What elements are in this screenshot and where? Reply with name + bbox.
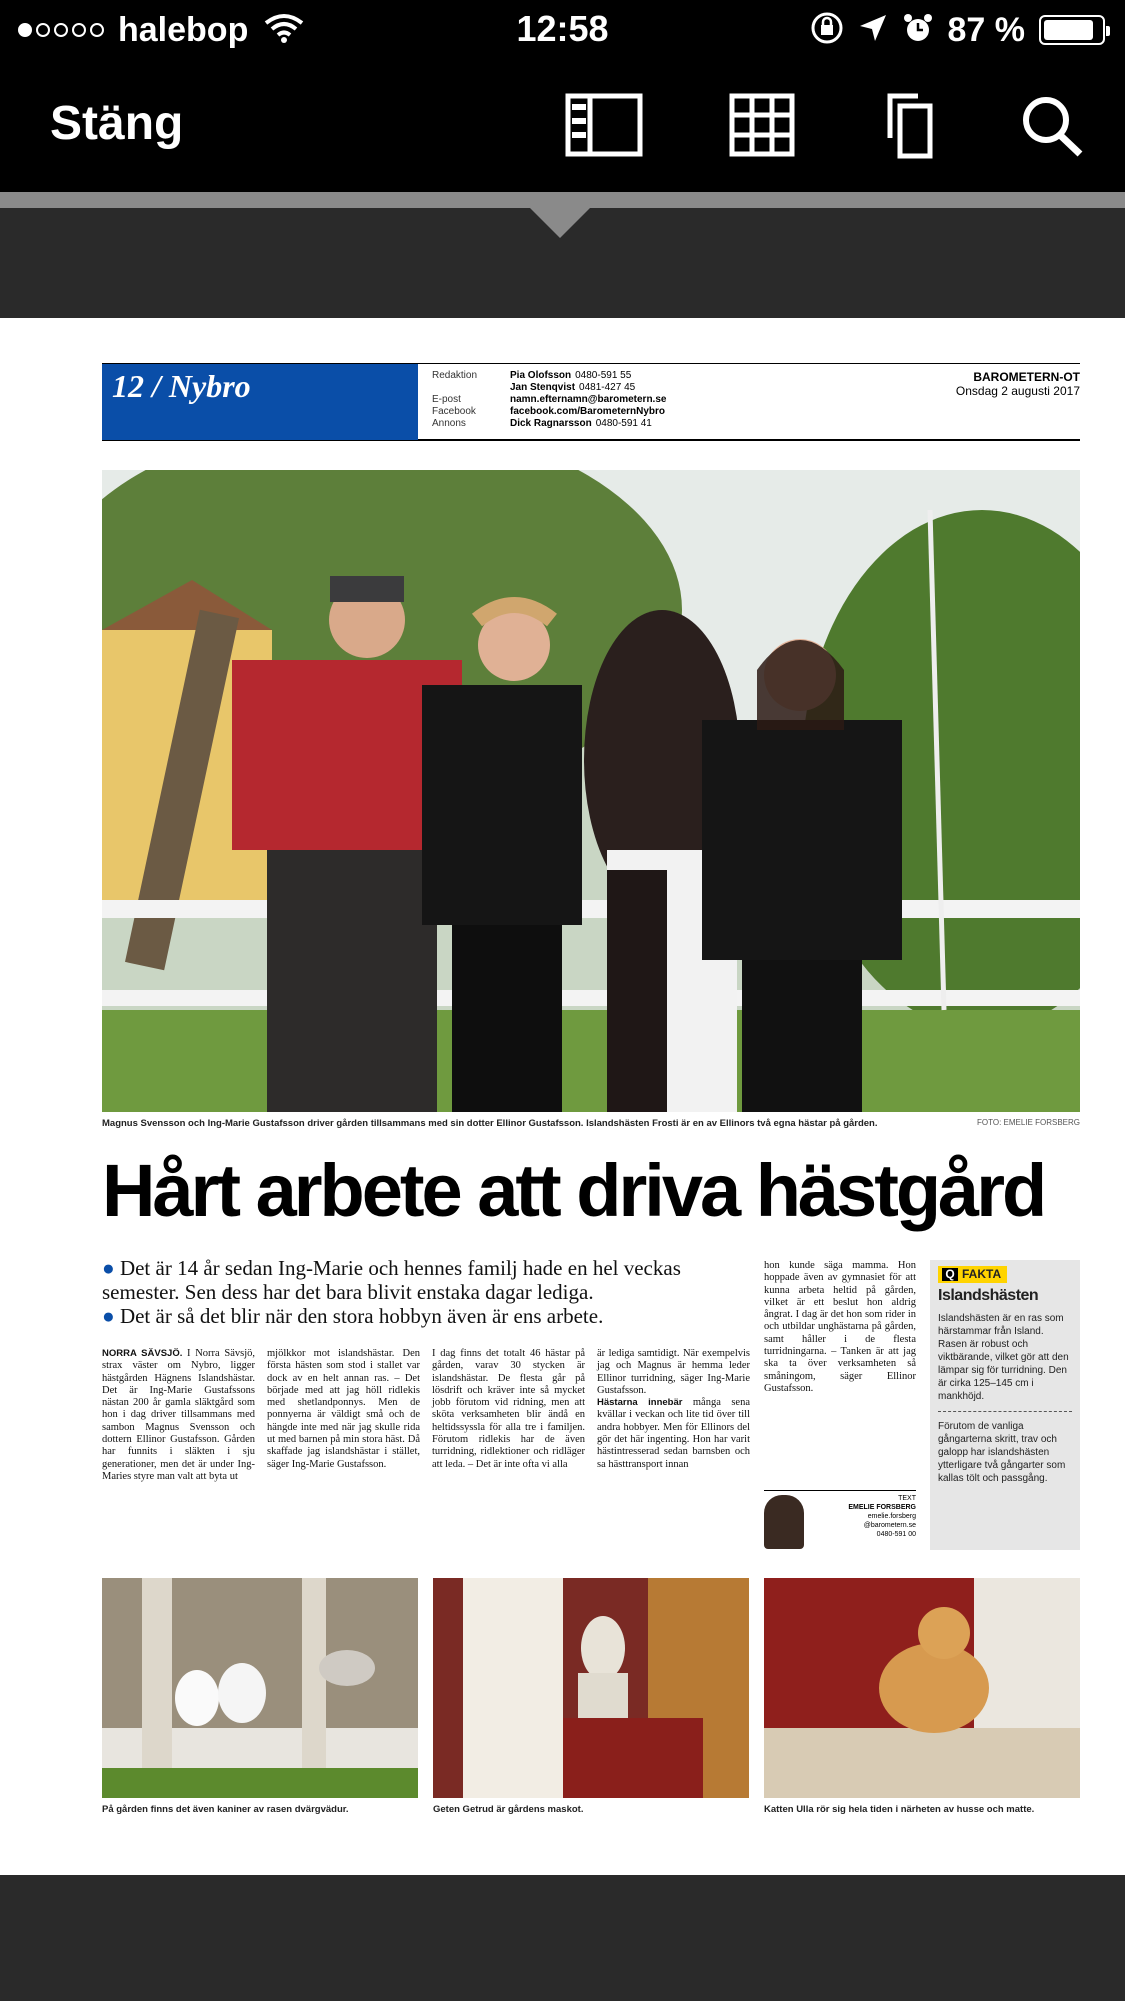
contact-name: Pia Olofsson	[510, 370, 572, 381]
main-photo	[102, 470, 1080, 1112]
masthead	[102, 363, 1080, 441]
battery-icon	[1039, 15, 1105, 45]
contact-label: Annons	[432, 418, 466, 429]
pages-icon[interactable]	[872, 90, 952, 160]
cat-photo	[764, 1578, 1080, 1798]
info-icon: Q	[942, 1268, 958, 1281]
body-column: I dag finns det totalt 46 hästar på gården, varav 30 stycken är islandshästar. De flesta går på lösdrift och kräver inte så mycket jobb förutom vid ridning, men att sköta verksamheten blir ändå en heltidssyssla för alla tre i familjen. Förutom ridlekis har de även turridning, ridlektioner och ridläger att leda. – Det är inte ofta vi alla	[432, 1348, 585, 1470]
photo-caption: Magnus Svensson och Ing-Marie Gustafsson driver gården tillsammans med sin dotter Ellinor Gustafsson. Islandshästen Frosti är en av Ellinors två egna hästar på gården.	[102, 1118, 878, 1129]
status-right	[810, 10, 1106, 50]
fact-divider	[938, 1411, 1072, 1412]
issue-date: Onsdag 2 augusti 2017	[955, 384, 1080, 398]
body-column: hon kunde säga mamma. Hon hoppade även av gymnasiet för att kunna arbeta heltid på gården, vilket är ett beslut hon aldrig ångrat. I dag är det hon som rider in och utbildar unghästarna på gården, samt håller i de flesta turridningarna. – Tanken är att jag ska ta över verksamheten så småningom, säger Ellinor Gustafsson.	[764, 1260, 916, 1394]
fact-text: Förutom de vanliga gångarterna skritt, trav och galopp har islandshästen ytterligare två gångarter som kallas tölt och passgång.	[938, 1421, 1066, 1484]
contact-row	[432, 382, 666, 394]
author-photo	[764, 1495, 804, 1549]
contact-list	[432, 370, 666, 430]
ingress-text: Det är 14 år sedan Ing-Marie och hennes familj hade en hel veckas semester. Sen dess har det bara blivit enstaka dagar lediga.	[102, 1256, 681, 1304]
paper-title: BAROMETERN-OT	[973, 370, 1080, 384]
carrier-name: halebop	[118, 10, 249, 49]
paper-info	[956, 370, 1080, 398]
body-text: många sena kvällar i veckan och lite tid över till andra hobbyer. Men för Ellinors del gör det här ingenting. Hon har varit hästintresserad sedan barnsben och sa hästtransport innan	[597, 1397, 750, 1470]
body-columns	[102, 1348, 752, 1483]
thumb-caption: Geten Getrud är gårdens maskot.	[433, 1804, 584, 1815]
thumb-caption: På gården finns det även kaniner av rasen dvärgvädur.	[102, 1804, 349, 1815]
ingress-point	[102, 1304, 752, 1328]
grid-icon[interactable]	[722, 90, 802, 160]
contact-name: Jan Stenqvist	[510, 382, 576, 393]
body-column: mjölkkor mot islandshästar. Den första hästen som stod i stallet var dock av en helt annan ras. – Det började med att jag höll ridlekis med shetlandponnys. Men de ponnyerna är väldigt små och de hängde inte med när jag skulle rida ut med barnen på min stora häst. Då skaffade jag islandshästar i stället, säger Ing-Marie Gustafsson.	[267, 1348, 420, 1470]
fact-text: Islandshästen är en ras som härstammar från Island. Rasen är robust och viktbärande, vilket gör att den lämpar sig för turridning. Den är cirka 125–145 cm i mankhöjd.	[938, 1313, 1069, 1402]
reader-toolbar	[0, 62, 1125, 192]
author-name: EMELIE FORSBERG	[848, 1504, 916, 1511]
bullet-icon: ●	[102, 1256, 115, 1280]
battery-percent: 87 %	[947, 10, 1025, 49]
body-column	[597, 1348, 750, 1483]
fact-tag-label: FAKTA	[962, 1267, 1002, 1281]
battery-nub	[1106, 26, 1110, 36]
body-column	[102, 1348, 255, 1483]
ingress-text: Det är så det blir när den stora hobbyn även är ens arbete.	[119, 1304, 604, 1328]
location-icon	[858, 13, 888, 48]
author-byline	[764, 1490, 916, 1550]
fact-box	[930, 1260, 1080, 1550]
contact-phone: 0480-591 41	[595, 418, 652, 429]
contact-row	[432, 406, 666, 418]
thumb-caption: Katten Ulla rör sig hela tiden i närheten av husse och matte.	[764, 1804, 1035, 1815]
author-phone: 0480-591 00	[876, 1531, 916, 1538]
contact-name: Dick Ragnarsson	[510, 418, 592, 429]
contact-row	[432, 418, 666, 430]
battery-fill	[1044, 20, 1093, 40]
contact-row	[432, 394, 666, 406]
contact-phone: 0480-591 55	[575, 370, 632, 381]
contact-phone: 0481-427 45	[579, 382, 636, 393]
contact-email: namn.efternamn@barometern.se	[510, 394, 667, 405]
ingress	[102, 1256, 752, 1328]
photo-credit: FOTO: EMELIE FORSBERG	[977, 1118, 1080, 1127]
bullet-icon: ●	[102, 1304, 115, 1328]
ingress-point	[102, 1256, 752, 1304]
rabbit-photo	[102, 1578, 418, 1798]
goat-photo	[433, 1578, 749, 1798]
body-text: är lediga samtidigt. När exempelvis jag och Magnus är hemma leder Ellinor turridning, säger Ing-Marie Gustafsson.	[597, 1348, 750, 1396]
contact-label	[432, 382, 510, 394]
fact-tag	[938, 1266, 1007, 1283]
status-bar	[0, 0, 1125, 62]
sections-icon[interactable]	[564, 90, 644, 160]
author-email: emelie.forsberg	[867, 1513, 916, 1520]
newspaper-page[interactable]	[0, 318, 1125, 1875]
contact-label: E-post	[432, 394, 461, 405]
body-text: I Norra Sävsjö, strax väster om Nybro, ligger hästgården Hägnens Islandshästar. Det är Ing-Marie Gustafssons nästan 200 år gamla släktgård som hon i dag driver tillsammans med sambon Magnus Svensson och dottern Ellinor Gustafsson. Gården har funnits i släkten i sju generationer, men det är under Ing-Maries styre man valt att byta ut	[102, 1348, 255, 1482]
section-label: 12 / Nybro	[102, 364, 418, 440]
subhead: Hästarna innebär	[597, 1397, 683, 1409]
current-page-pointer	[530, 208, 590, 238]
byline-label: TEXT	[898, 1495, 916, 1502]
close-button[interactable]: Stäng	[50, 97, 184, 150]
contact-facebook: facebook.com/BarometernNybro	[510, 406, 666, 417]
headline: Hårt arbete att driva hästgård	[102, 1149, 1045, 1232]
alarm-icon	[902, 12, 934, 49]
rotation-lock-icon	[810, 11, 844, 50]
page-strip	[0, 192, 1125, 208]
contact-label: Facebook	[432, 406, 476, 417]
author-email-domain: @barometern.se	[863, 1522, 916, 1529]
search-icon[interactable]	[1014, 90, 1094, 160]
reader-bottom	[0, 1875, 1125, 2001]
contact-label: Redaktion	[432, 370, 478, 381]
contact-row	[432, 370, 666, 382]
clock: 12:58	[516, 8, 609, 49]
fact-title: Islandshästen	[938, 1287, 1039, 1304]
dateline: NORRA SÄVSJÖ.	[102, 1348, 183, 1359]
